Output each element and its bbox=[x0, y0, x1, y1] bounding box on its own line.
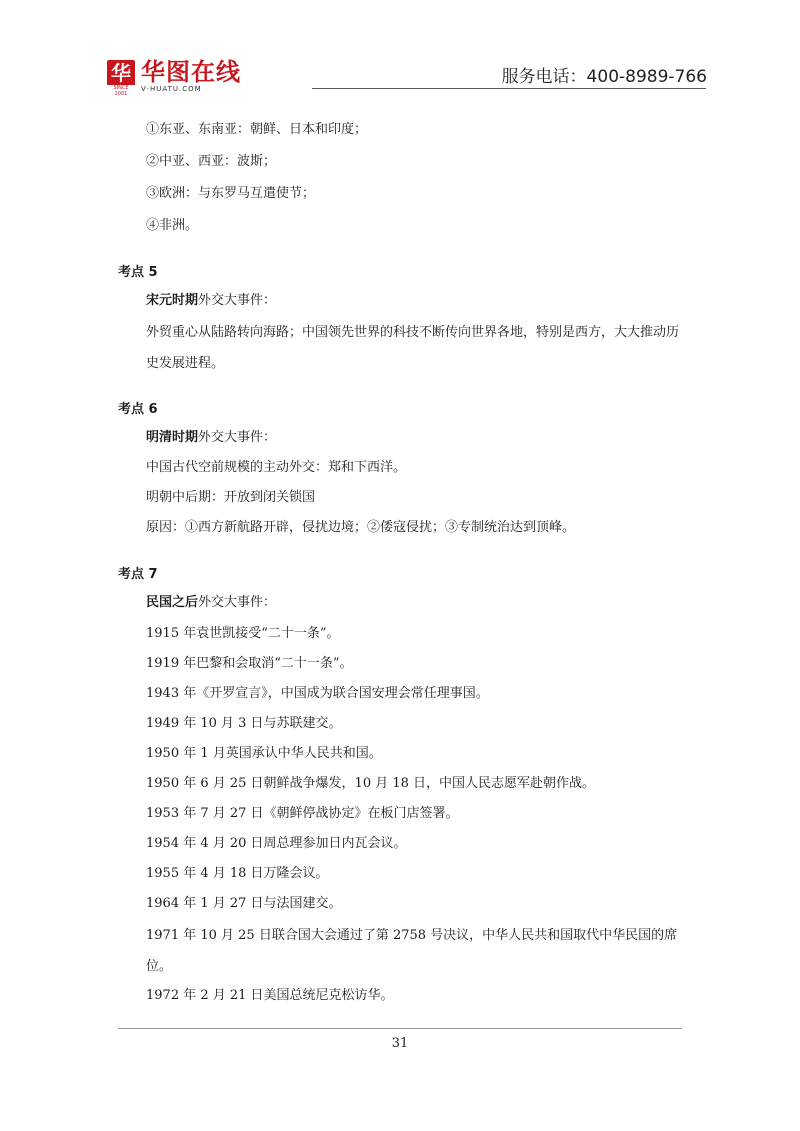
footer-divider bbox=[118, 1028, 682, 1029]
logo-url: V·HUATU.COM bbox=[141, 85, 202, 93]
event-item: 1949 年 10 月 3 日与苏联建交。 bbox=[146, 716, 342, 731]
period-name: 宋元时期 bbox=[146, 293, 199, 308]
list-item: ①东亚、东南亚：朝鲜、日本和印度； bbox=[146, 122, 368, 137]
event-item: 1954 年 4 月 20 日周总理参加日内瓦会议。 bbox=[146, 836, 407, 851]
logo-since: SINCE 2001 bbox=[107, 85, 135, 97]
logo-name: 华图在线 bbox=[141, 58, 241, 86]
period-name: 民国之后 bbox=[146, 595, 199, 610]
section-subtitle bbox=[146, 430, 276, 446]
period-suffix: 外交大事件： bbox=[198, 595, 277, 610]
event-item: 1943 年《开罗宣言》，中国成为联合国安理会常任理事国。 bbox=[146, 686, 489, 701]
header-divider bbox=[312, 88, 706, 89]
event-item: 1972 年 2 月 21 日美国总统尼克松访华。 bbox=[146, 988, 394, 1003]
event-item: 1915 年袁世凯接受“二十一条”。 bbox=[146, 626, 340, 641]
paragraph: 中国古代空前规模的主动外交：郑和下西洋。 bbox=[146, 460, 407, 475]
huatu-logo[interactable] bbox=[107, 58, 241, 97]
section-heading: 考点 6 bbox=[118, 402, 158, 417]
period-name: 明清时期 bbox=[146, 430, 199, 445]
event-item: 1971 年 10 月 25 日联合国大会通过了第 2758 号决议，中华人民共和国取代中华民国的席位。 bbox=[146, 928, 678, 974]
section-heading: 考点 7 bbox=[118, 567, 158, 582]
page-number: 31 bbox=[391, 1036, 409, 1051]
service-phone: 服务电话：400-8989-766 bbox=[501, 67, 707, 87]
period-suffix: 外交大事件： bbox=[198, 430, 277, 445]
event-item: 1950 年 6 月 25 日朝鲜战争爆发，10 月 18 日，中国人民志愿军赴朝作战。 bbox=[146, 776, 596, 791]
logo-mark-icon: 华 SINCE 2001 bbox=[107, 60, 135, 90]
paragraph: 明朝中后期：开放到闭关锁国 bbox=[146, 490, 316, 505]
page-header bbox=[0, 0, 800, 100]
paragraph: 外贸重心从陆路转向海路；中国领先世界的科技不断传向世界各地，特别是西方，大大推动历史发展进程。 bbox=[146, 325, 680, 371]
event-item: 1919 年巴黎和会取消“二十一条”。 bbox=[146, 656, 353, 671]
event-item: 1955 年 4 月 18 日万隆会议。 bbox=[146, 866, 329, 881]
section-subtitle bbox=[146, 595, 276, 611]
section-subtitle bbox=[146, 293, 276, 309]
list-item: ②中亚、西亚：波斯； bbox=[146, 154, 277, 169]
period-suffix: 外交大事件： bbox=[198, 293, 277, 308]
list-item: ③欧洲：与东罗马互遣使节； bbox=[146, 186, 316, 201]
event-item: 1953 年 7 月 27 日《朝鲜停战协定》在板门店签署。 bbox=[146, 806, 459, 821]
event-item: 1950 年 1 月英国承认中华人民共和国。 bbox=[146, 746, 382, 761]
paragraph: 原因：①西方新航路开辟，侵扰边境；②倭寇侵扰；③专制统治达到顶峰。 bbox=[146, 520, 576, 535]
section-heading: 考点 5 bbox=[118, 265, 158, 280]
event-item: 1964 年 1 月 27 日与法国建交。 bbox=[146, 896, 342, 911]
list-item: ④非洲。 bbox=[146, 218, 199, 233]
